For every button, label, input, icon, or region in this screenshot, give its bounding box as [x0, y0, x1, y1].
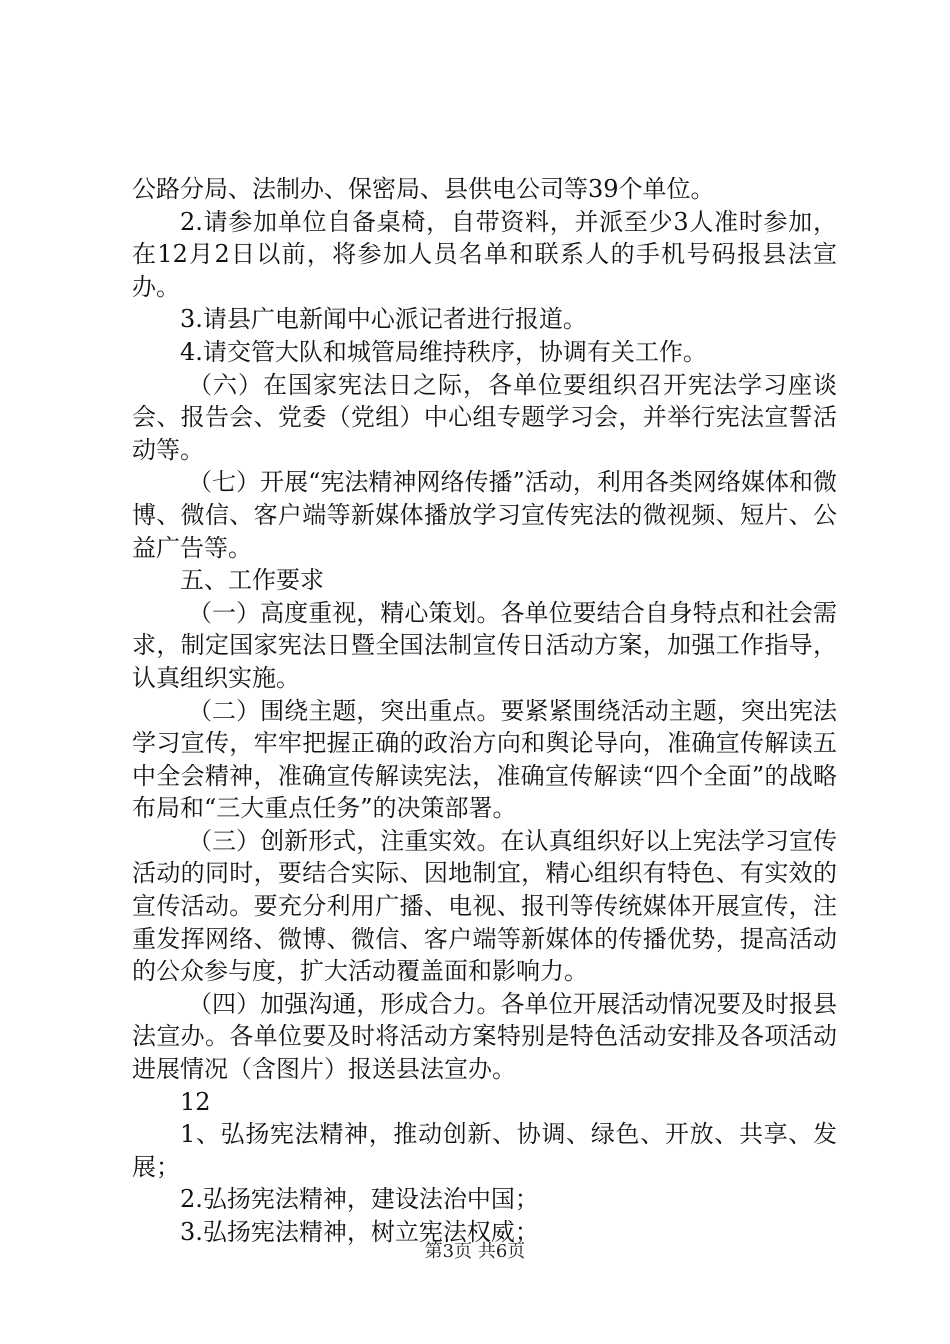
paragraph-item-4: 4.请交管大队和城管局维持秩序，协调有关工作。 — [180, 337, 707, 366]
paragraph-slogan-1: 1、弘扬宪法精神，推动创新、协调、绿色、开放、共享、发展； — [132, 1120, 837, 1181]
paragraph-requirement-2: （二）围绕主题，突出重点。要紧紧围绕活动主题，突出宪法学习宣传，牢牢把握正确的政治方向和舆论导向，准确宣传解读五中全会精神，准确宣传解读宪法，准确宣传解读“四个全面”的战略布局和“三大重点任务”的决策部署。 — [132, 696, 837, 823]
paragraph-item-2: 2.请参加单位自备桌椅，自带资料，并派至少3人准时参加，在12月2日以前，将参加人员名单和联系人的手机号码报县法宣办。 — [132, 207, 837, 301]
paragraph-section-6: （六）在国家宪法日之际，各单位要组织召开宪法学习座谈会、报告会、党委（党组）中心组专题学习会，并举行宪法宣誓活动等。 — [132, 370, 837, 464]
paragraph-item-3: 3.请县广电新闻中心派记者进行报道。 — [180, 305, 587, 334]
paragraph-requirement-3: （三）创新形式，注重实效。在认真组织好以上宪法学习宣传活动的同时，要结合实际、因地制宜，精心组织有特色、有实效的宣传活动。要充分利用广播、电视、报刊等传统媒体开展宣传，注重发挥网络、微博、微信、客户端等新媒体的传播优势，提高活动的公众参与度，扩大活动覆盖面和影响力。 — [132, 826, 837, 986]
paragraph-units-list: 公路分局、法制办、保密局、县供电公司等39个单位。 — [132, 175, 715, 203]
paragraph-section-7: （七）开展“宪法精神网络传播”活动，利用各类网络媒体和微博、微信、客户端等新媒体播放学习宣传宪法的微视频、短片、公益广告等。 — [132, 468, 837, 562]
paragraph-requirement-4: （四）加强沟通，形成合力。各单位开展活动情况要及时报县法宣办。各单位要及时将活动方案特别是特色活动安排及各项活动进展情况（含图片）报送县法宣办。 — [132, 989, 837, 1084]
paragraph-number-12: 12 — [180, 1087, 211, 1116]
paragraph-requirement-1: （一）高度重视，精心策划。各单位要结合自身特点和社会需求，制定国家宪法日暨全国法制宣传日活动方案，加强工作指导，认真组织实施。 — [132, 598, 837, 692]
paragraph-slogan-3: 3.弘扬宪法精神，树立宪法权威； — [180, 1218, 539, 1246]
page-number-footer: 第3页 共6页 — [424, 1241, 526, 1262]
document-body — [132, 173, 837, 1249]
paragraph-slogan-2: 2.弘扬宪法精神，建设法治中国； — [180, 1185, 539, 1214]
section-heading-work-requirements: 五、工作要求 — [180, 566, 324, 595]
